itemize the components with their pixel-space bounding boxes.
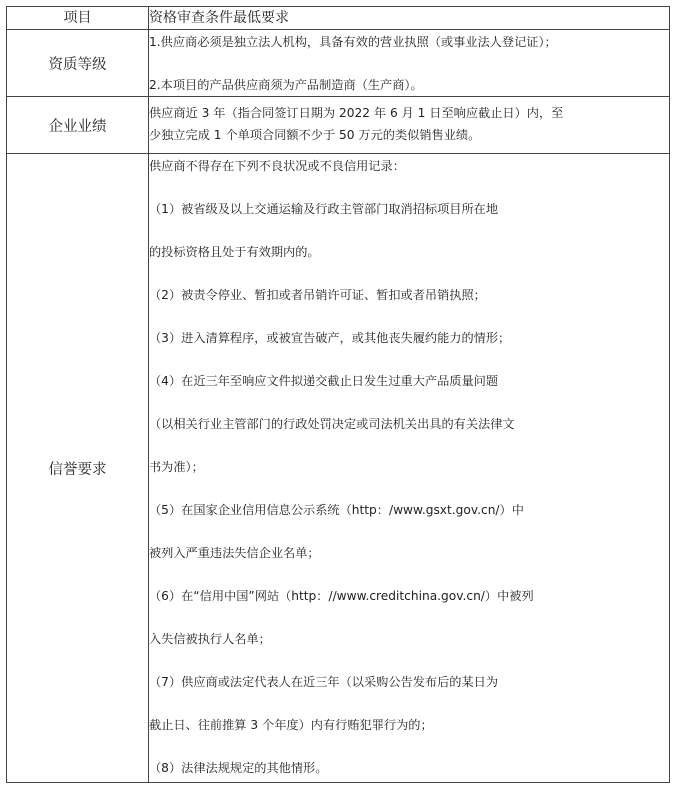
content-line: 供应商不得存在下列不良状况或不良信用记录： xyxy=(149,159,405,173)
row-label-performance: 企业业绩 xyxy=(7,97,149,154)
content-line: （6）在“信用中国”网站（http：//www.creditchina.gov.cn/）中被列 xyxy=(149,589,534,603)
row-label-credit: 信誉要求 xyxy=(7,154,149,783)
content-line: 少独立完成 1 个单项合同额不少于 50 万元的类似销售业绩。 xyxy=(149,128,481,142)
header-requirement: 资格审查条件最低要求 xyxy=(149,7,670,30)
content-line: （以相关行业主管部门的行政处罚决定或司法机关出具的有关法律文 xyxy=(149,417,515,431)
content-line: 的投标资格且处于有效期内的。 xyxy=(149,245,320,259)
table-header-row xyxy=(7,7,670,30)
content-line: （3）进入清算程序，或被宣告破产，或其他丧失履约能力的情形； xyxy=(149,331,511,345)
content-line: 2.本项目的产品供应商须为产品制造商（生产商）。 xyxy=(149,78,423,92)
content-line: 供应商近 3 年（指合同签订日期为 2022 年 6 月 1 日至响应截止日）内，至 xyxy=(149,106,564,120)
content-line: 截止日、往前推算 3 个年度）内有行贿犯罪行为的； xyxy=(149,718,433,732)
content-line: （1）被省级及以上交通运输及行政主管部门取消招标项目所在地 xyxy=(149,202,499,216)
content-line: 被列入严重违法失信企业名单； xyxy=(149,546,320,560)
row-content-qualification xyxy=(149,30,670,97)
row-content-performance xyxy=(149,97,670,154)
content-line: （2）被责令停业、暂扣或者吊销许可证、暂扣或者吊销执照； xyxy=(149,288,486,302)
content-line: （7）供应商或法定代表人在近三年（以采购公告发布后的某日为 xyxy=(149,675,499,689)
content-line: （8）法律法规规定的其他情形。 xyxy=(149,761,328,775)
row-label-qualification: 资质等级 xyxy=(7,30,149,97)
table-row-credit xyxy=(7,154,670,783)
content-line: 入失信被执行人名单； xyxy=(149,632,271,646)
row-content-credit xyxy=(149,154,670,783)
header-item: 项目 xyxy=(7,7,149,30)
content-line: （4）在近三年至响应文件拟递交截止日发生过重大产品质量问题 xyxy=(149,374,499,388)
table-row-performance xyxy=(7,97,670,154)
qualification-table xyxy=(6,6,670,783)
content-line: 1.供应商必须是独立法人机构，具备有效的营业执照（或事业法人登记证）； xyxy=(149,35,557,49)
content-line: （5）在国家企业信用信息公示系统（http：/www.gsxt.gov.cn/）中 xyxy=(149,503,524,517)
table-row-qualification xyxy=(7,30,670,97)
content-line: 书为准）； xyxy=(149,460,204,474)
